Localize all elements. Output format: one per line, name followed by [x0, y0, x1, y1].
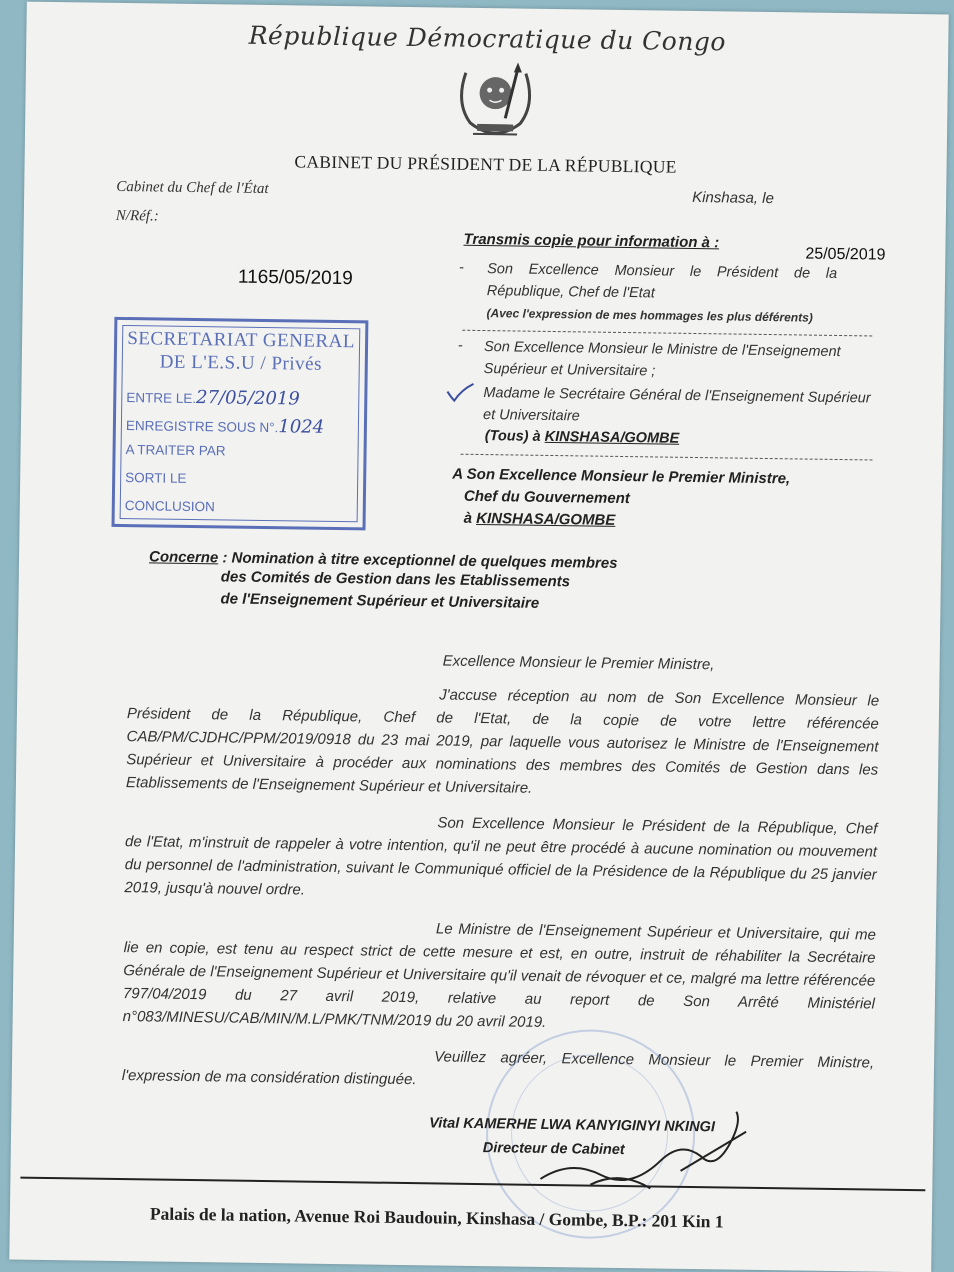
coat-of-arms-icon — [445, 57, 546, 148]
stamp-conclusion-label: CONCLUSION — [124, 498, 215, 515]
subject-label: Concerne — [148, 548, 219, 567]
recipients-location-prefix: (Tous) à — [484, 428, 545, 445]
recipient-secretary-line1: Madame le Secrétaire Général de l'Enseignement Supérieur — [483, 385, 871, 407]
checkmark-icon — [445, 382, 475, 404]
paragraph-2-first: Son Excellence Monsieur le Président de la République, Chef — [437, 814, 878, 838]
addressee-line1: A Son Excellence Monsieur le Premier Ministre, — [452, 465, 791, 488]
stamp-traiter-label: A TRAITER PAR — [125, 442, 226, 459]
footer-divider — [20, 1177, 925, 1192]
paragraph-2 — [124, 807, 877, 909]
paragraph-1-first: J'accuse réception au nom de Son Excellence Monsieur le — [439, 686, 880, 710]
stamp-entre-label: ENTRE LE. — [126, 390, 197, 407]
signatory-title: Directeur de Cabinet — [482, 1140, 625, 1159]
addressee-line2: Chef du Gouvernement — [463, 487, 630, 508]
paragraph-3 — [123, 913, 877, 1038]
recipient-secretary — [483, 382, 894, 432]
recipient-minister-line2: Supérieur et Universitaire ; — [483, 361, 656, 380]
paragraph-3-rest: lie en copie, est tenu au respect strict de cette mesure et est, en outre, instruit de réhabiliter la Secrétaire Générale de l'Enseignement Supérieur et Universitaire qu'il venait de révoquer et ce, malgré ma lettre référencée 797/04/2019 du 27 avril 2019, relative au report de Son Arrêté Ministériel n°083/MINESU/CAB/MIN/M.L/PMK/TNM/2019 du 20 avril 2019. — [122, 939, 876, 1031]
recipient-president — [487, 258, 838, 307]
stamp-sortie-label: SORTI LE — [125, 470, 187, 486]
subject-line3: de l'Enseignement Supérieur et Universitaire — [220, 590, 540, 612]
bullet-dash: - — [457, 337, 464, 354]
stamp-entre-value: 27/05/2019 — [195, 387, 300, 410]
subject-block — [148, 548, 617, 616]
stamp-enregistre-row — [126, 414, 325, 438]
separator-line — [461, 454, 873, 461]
reference-label: N/Réf.: — [115, 207, 159, 225]
recipient-president-line2: République, Chef de l'Etat — [486, 283, 655, 302]
cabinet-heading: CABINET DU PRÉSIDENT DE LA RÉPUBLIQUE — [294, 151, 677, 177]
closing-rest: l'expression de ma considération distinguée. — [121, 1067, 417, 1089]
recipient-president-line1: Son Excellence Monsieur le Président de la — [487, 261, 838, 282]
paragraph-2-rest: de l'Etat, m'instruit de rappeler à votre intention, qu'il ne peut être procédé à aucune nomination ou mouvement du personnel de l'administration, suivant le Communiqué officiel de la Présidence de la République du 25 janvier 2019, jusqu'à nouvel ordre. — [124, 833, 878, 899]
republic-heading: République Démocratique du Congo — [248, 20, 727, 57]
addressee-block — [451, 464, 790, 535]
recipients-location-place: KINSHASA/GOMBE — [544, 428, 680, 447]
reference-number: 1165/05/2019 — [237, 266, 353, 290]
letter-date: 25/05/2019 — [805, 245, 886, 264]
recipient-minister-line1: Son Excellence Monsieur le Ministre de l'Enseignement — [483, 339, 841, 361]
paragraph-3-first: Le Ministre de l'Enseignement Supérieur et Universitaire, qui me — [435, 920, 876, 944]
transmis-title: Transmis copie pour information à : — [463, 230, 720, 252]
signatory-name: Vital KAMERHE LWA KANYIGINYI NKINGI — [429, 1115, 716, 1136]
recipient-minister — [484, 336, 885, 386]
stamp-enregistre-value: 1024 — [278, 416, 325, 438]
place-label: Kinshasa, le — [692, 188, 774, 208]
stamp-title2: DE L'E.S.U / Privés — [159, 351, 323, 375]
reception-stamp — [112, 317, 369, 531]
paragraph-1 — [126, 679, 880, 804]
addressee-line3 — [451, 508, 789, 535]
addressee-line3-place: KINSHASA/GOMBE — [476, 509, 616, 529]
recipient-secretary-line2: et Universitaire — [482, 407, 580, 425]
stamp-enregistre-label: ENREGISTRE SOUS N°. — [125, 418, 279, 436]
closing-first: Veuillez agréer, Excellence Monsieur le Premier Ministre, — [434, 1048, 875, 1072]
recipients-location — [485, 428, 680, 447]
stamp-title1: SECRETARIAT GENERAL — [127, 328, 356, 353]
cabinet-chef-label: Cabinet du Chef de l'État — [116, 178, 269, 198]
bullet-dash: - — [459, 259, 465, 276]
stamp-entre-row — [126, 386, 300, 409]
recipient-president-note: (Avec l'expression de mes hommages les plus déférents) — [486, 306, 813, 325]
footer-address: Palais de la nation, Avenue Roi Baudouin, Kinshasa / Gombe, B.P.: 201 Kin 1 — [149, 1203, 724, 1232]
subject-line2: des Comités de Gestion dans les Etablissements — [220, 568, 571, 591]
separator-line — [462, 330, 872, 337]
letter-sheet — [9, 2, 948, 1272]
paragraph-1-rest: Président de la République, Chef de l'Etat, de la copie de votre lettre référencée CAB/PM/CJDHC/PPM/2019/0918 du 23 mai 2019, par laquelle vous autorisez le Ministre de l'Enseignement Supérieur et Universitaire à procéder aux nominations des membres des Comités de Gestion dans les Etablissements de l'Enseignement Supérieur et Universitaire. — [125, 705, 879, 797]
salutation: Excellence Monsieur le Premier Ministre, — [442, 652, 715, 674]
addressee-line3-prefix: à — [463, 509, 477, 527]
subject-text-line1: : Nomination à titre exceptionnel de quelques membres — [222, 549, 618, 572]
